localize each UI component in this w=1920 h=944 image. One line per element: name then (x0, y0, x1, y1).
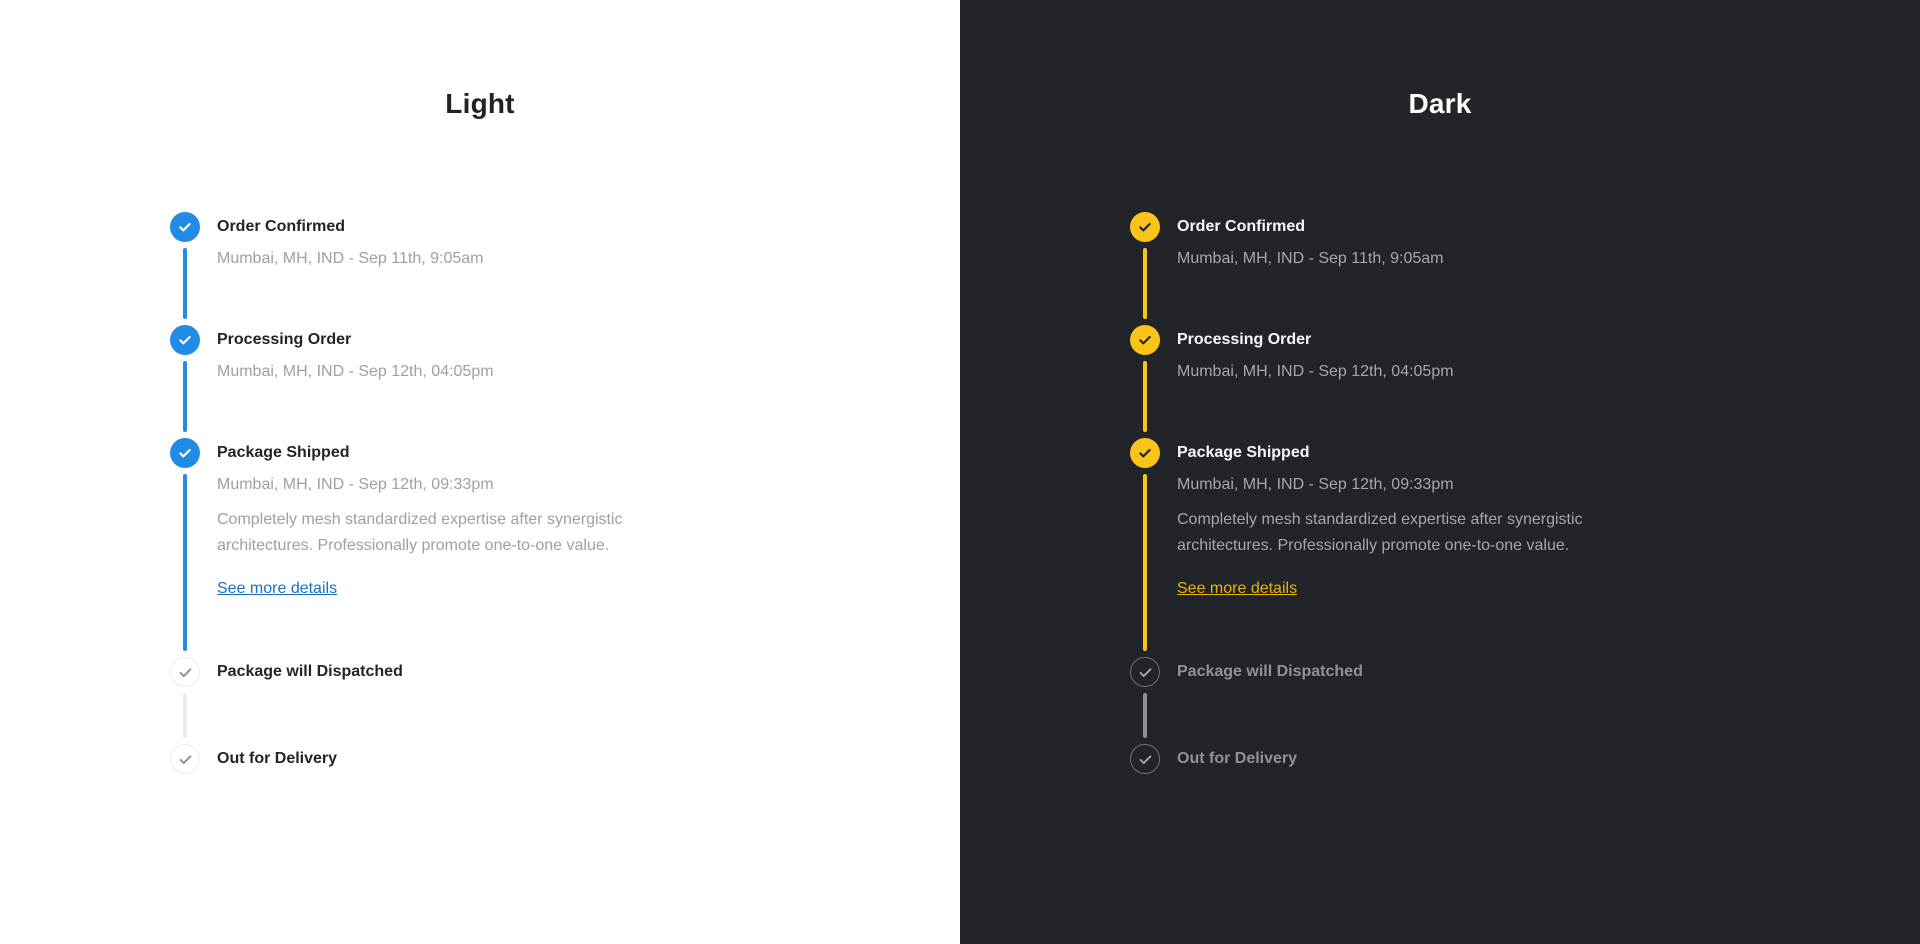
see-more-details-link[interactable]: See more details (1177, 580, 1298, 597)
timeline-connector (183, 693, 187, 738)
check-circle-icon (1130, 212, 1160, 242)
timeline-step-order-confirmed (1130, 212, 1750, 325)
check-circle-icon (170, 212, 200, 242)
timeline-connector (1143, 248, 1147, 319)
step-title: Package Shipped (1177, 444, 1310, 461)
timeline-connector (1143, 474, 1147, 651)
panel-title-dark: Dark (1408, 88, 1472, 119)
dark-theme-panel (960, 0, 1920, 944)
step-meta: Mumbai, MH, IND - Sep 11th, 9:05am (1177, 250, 1444, 267)
timeline-step-out-for-delivery (170, 744, 790, 774)
step-title: Out for Delivery (1177, 750, 1298, 767)
step-title: Processing Order (1177, 331, 1312, 348)
step-meta: Mumbai, MH, IND - Sep 12th, 09:33pm (217, 476, 494, 493)
step-meta: Mumbai, MH, IND - Sep 12th, 09:33pm (1177, 476, 1454, 493)
check-circle-icon (170, 325, 200, 355)
check-circle-outline-icon (1130, 657, 1160, 687)
step-title: Processing Order (217, 331, 352, 348)
step-description: Completely mesh standardized expertise after synergistic architectures. Professionally promote one-to-one value. (217, 511, 623, 554)
order-tracking-timeline (170, 212, 790, 774)
check-circle-icon (1130, 325, 1160, 355)
order-tracking-timeline (1130, 212, 1750, 774)
step-meta: Mumbai, MH, IND - Sep 12th, 04:05pm (217, 363, 494, 380)
check-circle-outline-icon (170, 744, 200, 774)
check-circle-icon (1130, 438, 1160, 468)
timeline-connector (183, 474, 187, 651)
timeline-connector (1143, 361, 1147, 432)
step-title: Order Confirmed (1177, 218, 1306, 235)
step-meta: Mumbai, MH, IND - Sep 12th, 04:05pm (1177, 363, 1454, 380)
timeline-connector (183, 361, 187, 432)
check-circle-outline-icon (1130, 744, 1160, 774)
timeline-step-package-will-dispatched (1130, 657, 1750, 744)
step-title: Package Shipped (217, 444, 350, 461)
timeline-step-out-for-delivery (1130, 744, 1750, 774)
check-circle-icon (170, 438, 200, 468)
timeline-step-processing-order (170, 325, 790, 438)
timeline-step-package-shipped (1130, 438, 1750, 657)
step-title: Package will Dispatched (217, 663, 403, 680)
check-circle-outline-icon (170, 657, 200, 687)
see-more-details-link[interactable]: See more details (217, 580, 338, 597)
step-title: Out for Delivery (217, 750, 338, 767)
timeline-step-order-confirmed (170, 212, 790, 325)
step-title: Order Confirmed (217, 218, 346, 235)
step-meta: Mumbai, MH, IND - Sep 11th, 9:05am (217, 250, 484, 267)
timeline-step-package-will-dispatched (170, 657, 790, 744)
timeline-connector (183, 248, 187, 319)
timeline-step-processing-order (1130, 325, 1750, 438)
panel-title-light: Light (445, 88, 515, 119)
step-title: Package will Dispatched (1177, 663, 1363, 680)
timeline-step-package-shipped (170, 438, 790, 657)
timeline-connector (1143, 693, 1147, 738)
step-description: Completely mesh standardized expertise after synergistic architectures. Professionally promote one-to-one value. (1177, 511, 1583, 554)
